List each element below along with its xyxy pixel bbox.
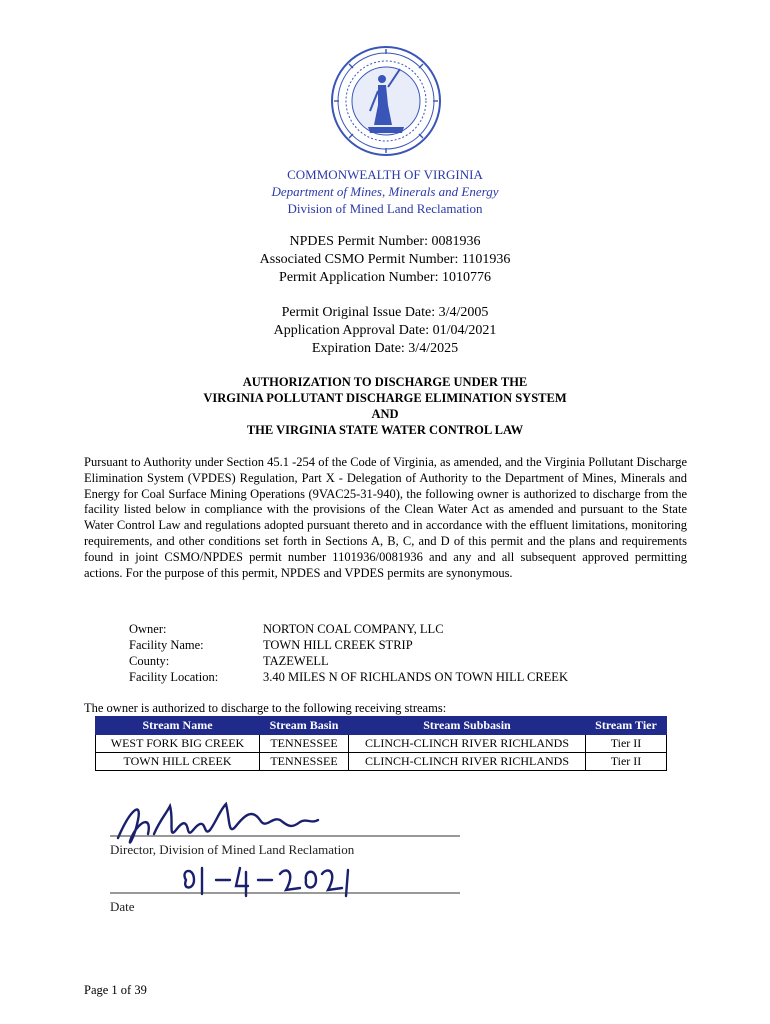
expiration-date: Expiration Date: 3/4/2025 [311,341,459,356]
stream-name-cell: WEST FORK BIG CREEK [96,735,260,753]
county-value: TAZEWELL [263,654,329,668]
authority-paragraph: Pursuant to Authority under Section 45.1 -254 of the Code of Virginia, as amended, and the Virginia Pollutant Discharge Elimination System (VPDES) Regulation, Part X - Delegation of Authority to the Department of Mines, Minerals and Energy for Coal Surface Mining Operations (9VAC25-31-940), the following owner is authorized to discharge from the facility listed below in compliance with the provisions of the Clean Water Act as amended and pursuant to the State Water Control Law and regulations adopted pursuant thereto and in accordance with the effluent limitations, monitoring requirements, and other conditions set forth in Sections A, B, C, and D of this permit and the plans and requirements found in joint CSMO/NPDES permit number 1101936/0081936 and any and all subsequent approved permitting actions. For the purpose of this permit, NPDES and VPDES permits are synonymous. [84,455,687,580]
table-row [96,753,667,771]
column-header: Stream Basin [260,717,349,735]
authorization-heading [0,374,770,438]
location-label: Facility Location: [129,670,219,684]
table-row [96,735,667,753]
stream-basin-cell: TENNESSEE [260,753,349,771]
county-label: County: [129,654,170,668]
table-header-row [96,717,667,735]
stream-tier-cell: Tier II [586,753,667,771]
issue-date: Permit Original Issue Date: 3/4/2005 [281,305,489,320]
facility-info [129,621,568,685]
streams-intro: The owner is authorized to discharge to the following receiving streams: [84,701,447,715]
owner-value: NORTON COAL COMPANY, LLC [263,622,444,636]
authorization-line-2: VIRGINIA POLLUTANT DISCHARGE ELIMINATION SYSTEM [203,391,567,405]
column-header: Stream Tier [586,717,667,735]
page-number: Page 1 of 39 [84,983,147,997]
stream-basin-cell: TENNESSEE [260,735,349,753]
authorization-line-1: AUTHORIZATION TO DISCHARGE UNDER THE [242,375,528,389]
signature-block [90,790,650,920]
facility-name-value: TOWN HILL CREEK STRIP [263,638,413,652]
csmo-permit-number: Associated CSMO Permit Number: 1101936 [259,252,511,267]
column-header: Stream Name [96,717,260,735]
authorization-line-4: THE VIRGINIA STATE WATER CONTROL LAW [246,423,524,437]
virginia-seal-icon [330,45,442,157]
authorization-line-3: AND [371,407,399,421]
owner-label: Owner: [129,622,167,636]
agency-header [0,166,770,217]
location-value: 3.40 MILES N OF RICHLANDS ON TOWN HILL CREEK [263,670,568,684]
signed-date-icon [185,868,348,896]
stream-subbasin-cell: CLINCH-CLINCH RIVER RICHLANDS [349,753,586,771]
permit-numbers [0,233,770,287]
receiving-streams-table [95,716,667,771]
director-signature-icon [118,804,318,843]
approval-date: Application Approval Date: 01/04/2021 [273,323,497,338]
director-title: Director, Division of Mined Land Reclamation [110,842,355,857]
application-number: Permit Application Number: 1010776 [279,270,491,285]
department-name: Department of Mines, Minerals and Energy [271,184,499,199]
division-name: Division of Mined Land Reclamation [287,201,483,216]
stream-name-cell: TOWN HILL CREEK [96,753,260,771]
npdes-permit-number: NPDES Permit Number: 0081936 [289,234,481,249]
stream-tier-cell: Tier II [586,735,667,753]
stream-subbasin-cell: CLINCH-CLINCH RIVER RICHLANDS [349,735,586,753]
permit-dates [0,304,770,358]
date-label: Date [110,899,135,914]
commonwealth-title: COMMONWEALTH OF VIRGINIA [287,167,483,182]
column-header: Stream Subbasin [349,717,586,735]
facility-name-label: Facility Name: [129,638,204,652]
